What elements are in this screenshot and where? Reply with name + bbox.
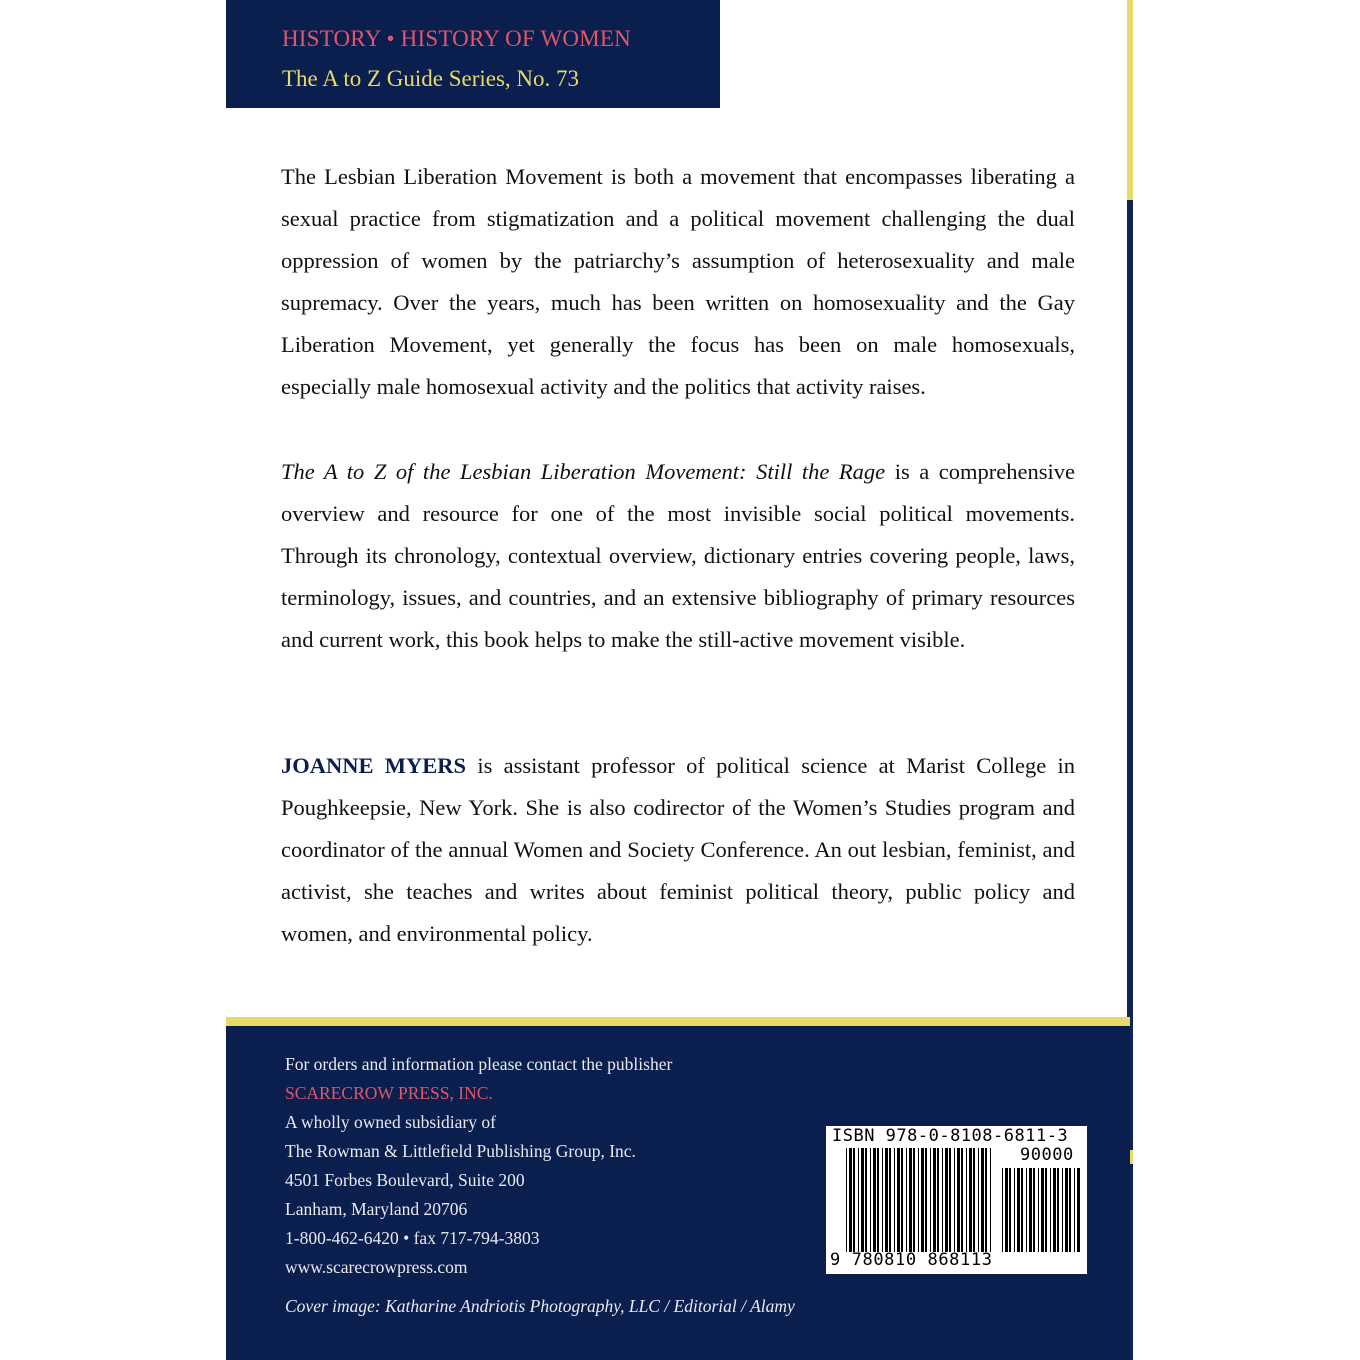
address-line-2: Lanham, Maryland 20706: [285, 1199, 468, 1219]
publisher-name: SCARECROW PRESS, INC.: [285, 1083, 493, 1103]
price-code: 90000: [1020, 1145, 1074, 1165]
author-name: JOANNE MYERS: [281, 753, 467, 778]
series-header: [226, 0, 720, 108]
category-label: HISTORY • HISTORY OF WOMEN: [282, 26, 631, 51]
book-title: The A to Z of the Lesbian Liberation Movement: Still the Rage: [281, 459, 886, 484]
barcode-digits: 9 780810 868113: [830, 1250, 993, 1270]
parent-company: The Rowman & Littlefield Publishing Group, Inc.: [285, 1141, 636, 1161]
description-paragraph-1: The Lesbian Liberation Movement is both a movement that encompasses liberating a sexual practice from stigmatization and a political movement challenging the dual oppression of women by the patriarchy’s assumption of heterosexuality and male supremacy. Over the years, much has been written on homosexuality and the Gay Liberation Movement, yet generally the focus has been on male homosexuals, especially male homosexual activity and the politics that activity raises.: [281, 164, 1075, 399]
right-border-accent-top: [1127, 0, 1133, 200]
contact-intro: For orders and information please contact the publisher: [285, 1054, 673, 1074]
isbn-barcode: [826, 1126, 1087, 1274]
description-paragraph-2-text: is a comprehensive overview and resource for one of the most invisible social political movements. Through its chronology, contextual overview, dictionary entries covering people, laws, terminology, issues, and countries, and an extensive bibliography of primary resources and current work, this book helps to make the still-active movement visible.: [281, 459, 1075, 652]
author-bio-text: is assistant professor of political science at Marist College in Poughkeepsie, New York. She is also codirector of the Women’s Studies program and coordinator of the annual Women and Society Conference. An out lesbian, feminist, and activist, she teaches and writes about feminist political theory, public policy and women, and environmental policy.: [281, 753, 1075, 946]
phone-fax: 1-800-462-6420 • fax 717-794-3803: [285, 1228, 540, 1248]
address-line-1: 4501 Forbes Boulevard, Suite 200: [285, 1170, 525, 1190]
website-link[interactable]: www.scarecrowpress.com: [285, 1257, 468, 1277]
cover-credit: Cover image: Katharine Andriotis Photography, LLC / Editorial / Alamy: [285, 1296, 795, 1316]
subsidiary-text: A wholly owned subsidiary of: [285, 1112, 496, 1132]
author-bio: [281, 745, 1075, 955]
footer-divider: [226, 1017, 1130, 1026]
isbn-number: ISBN 978-0-8108-6811-3: [832, 1126, 1069, 1146]
series-label: The A to Z Guide Series, No. 73: [282, 66, 580, 91]
description-paragraph-2: [281, 451, 1075, 661]
